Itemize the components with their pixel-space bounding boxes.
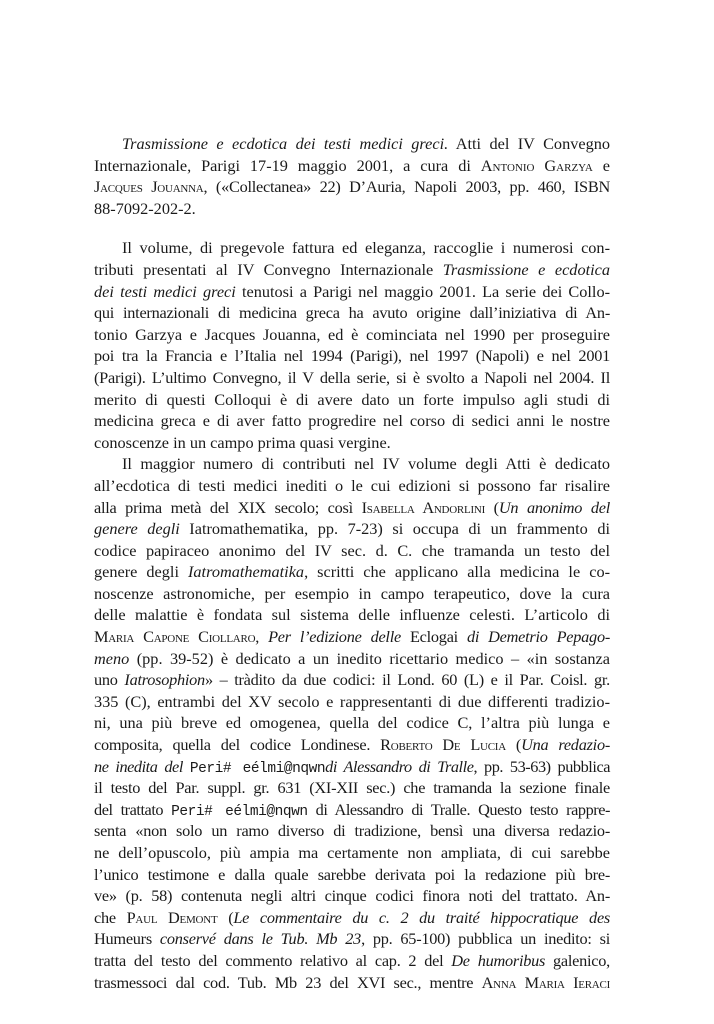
paragraph-2 — [94, 453, 610, 993]
text-line: merito di questi Colloqui è di avere dato un forte impulso agli studi di — [94, 389, 610, 409]
text-line: all’ecdotica di testi medici inediti o le cui edizioni si possono far risalire — [94, 475, 610, 495]
greek-title: Peri# eélmi@nqwn — [171, 803, 308, 820]
text-line: 88-7092-202-2. — [94, 198, 196, 218]
text-line: che Paul Demont (Le commentaire du c. 2 du traité hippocratique des — [94, 907, 611, 927]
text-line: Trasmissione e ecdotica dei testi medici greci. Atti del IV Convegno — [122, 134, 610, 153]
book-title: Trasmissione e ecdotica dei testi medici greci. — [122, 134, 449, 153]
author-name: Maria Capone Ciollaro — [94, 627, 256, 647]
text-line: conoscenze in un campo prima quasi vergine. — [94, 432, 391, 452]
text-line: medicina greca e di aver fatto progredire nel corso di sedici anni le nostre — [94, 411, 610, 431]
editor-name: Antonio Garzya — [480, 155, 593, 175]
review-page — [94, 133, 610, 993]
text-line: Jacques Jouanna, («Collectanea» 22) D’Auria, Napoli 2003, pp. 460, ISBN — [94, 177, 610, 197]
editor-name: Jacques Jouanna — [94, 177, 204, 197]
text-line: senta «non solo un ramo diverso di tradizione, bensì una diversa redazio- — [94, 821, 610, 841]
author-name: Paul Demont — [126, 907, 218, 927]
text-line: genere degli Iatromathematika, pp. 7-23) si occupa di un frammento di — [94, 519, 610, 539]
text-line: tratta del testo del commento relativo al cap. 2 del De humoribus galenico, — [94, 950, 610, 970]
text-line: qui internazionali di medicina greca ha avuto origine dall’iniziativa di An- — [94, 303, 610, 323]
author-name: Roberto De Lucia — [380, 735, 506, 755]
paragraph-gap — [94, 219, 610, 237]
text-line: ve» (p. 58) contenuta negli altri cinque codici finora noti del trattato. An- — [94, 886, 610, 906]
text-line: del trattato Peri# eélmi@nqwn di Alessandro di Tralle. Questo testo rappre- — [94, 799, 610, 820]
greek-title: Peri# eélmi@nqwn — [189, 760, 326, 777]
text-line: Humeurs conservé dans le Tub. Mb 23, pp. 65-100) pubblica un inedito: si — [94, 929, 610, 949]
author-name: Isabella Andorlini — [361, 497, 485, 517]
text-line: dei testi medici greci tenutosi a Parigi nel maggio 2001. La serie dei Collo- — [94, 281, 611, 301]
text-line: Il maggior numero di contributi nel IV volume degli Atti è dedicato — [122, 454, 610, 474]
bibliographic-entry — [94, 133, 610, 219]
text-line: tonio Garzya e Jacques Jouanna, ed è cominciata nel 1990 per proseguire — [94, 324, 610, 344]
text-line: composita, quella del codice Londinese. Roberto De Lucia (Una redazio- — [94, 735, 611, 755]
text-line: Maria Capone Ciollaro, Per l’edizione delle Eclogai di Demetrio Pepago- — [94, 627, 611, 647]
text-line: noscenze astronomiche, per esempio in campo terapeutico, dove la cura — [94, 583, 610, 603]
author-name: Anna Maria Ieraci — [481, 972, 610, 992]
text-line: codice papiraceo anonimo del IV sec. d. C. che tramanda un testo del — [94, 540, 610, 560]
text-line: tributi presentati al IV Convegno Internazionale Trasmissione e ecdotica — [94, 259, 611, 279]
paragraph-1 — [94, 237, 610, 453]
text-line: Internazionale, Parigi 17-19 maggio 2001, a cura di Antonio Garzya e — [94, 155, 610, 175]
text-line: alla prima metà del XIX secolo; così Isabella Andorlini (Un anonimo del — [94, 497, 611, 517]
text-line: poi tra la Francia e l’Italia nel 1994 (Parigi), nel 1997 (Napoli) e nel 2001 — [94, 346, 610, 366]
text-line: meno (pp. 39-52) è dedicato a un inedito ricettario medico – «in sostanza — [94, 648, 610, 668]
text-line: uno Iatrosophion» – tràdito da due codici: il Lond. 60 (L) e il Par. Coisl. gr. — [94, 670, 610, 690]
text-line: genere degli Iatromathematika, scritti che applicano alla medicina le co- — [94, 562, 611, 582]
text-line: 335 (C), entrambi del XV secolo e rappresentanti di due differenti tradizio- — [94, 691, 610, 711]
text-line: trasmessoci dal cod. Tub. Mb 23 del XVI sec., mentre Anna Maria Ieraci — [94, 972, 610, 992]
text-line: il testo del Par. suppl. gr. 631 (XI-XII sec.) che tramanda la sezione finale — [94, 778, 610, 798]
text-line: l’unico testimone e dalla quale sarebbe derivata poi la redazione più bre- — [94, 864, 610, 884]
text-line: ne dell’opuscolo, più ampia ma certamente non ampliata, di cui sarebbe — [94, 843, 610, 862]
text-line: ne inedita del Peri# eélmi@nqwndi Alessandro di Tralle, pp. 53-63) pubblica — [94, 756, 611, 777]
text-line: (Parigi). L’ultimo Convegno, il V della serie, si è svolto a Napoli nel 2004. Il — [94, 367, 610, 387]
text-line: ni, una più breve ed omogenea, quella del codice C, l’altra più lunga e — [94, 713, 610, 733]
text-line: Il volume, di pregevole fattura ed eleganza, raccoglie i numerosi con- — [122, 238, 610, 258]
text-line: delle malattie è fondata sul sistema delle influenze celesti. L’articolo di — [94, 605, 610, 625]
